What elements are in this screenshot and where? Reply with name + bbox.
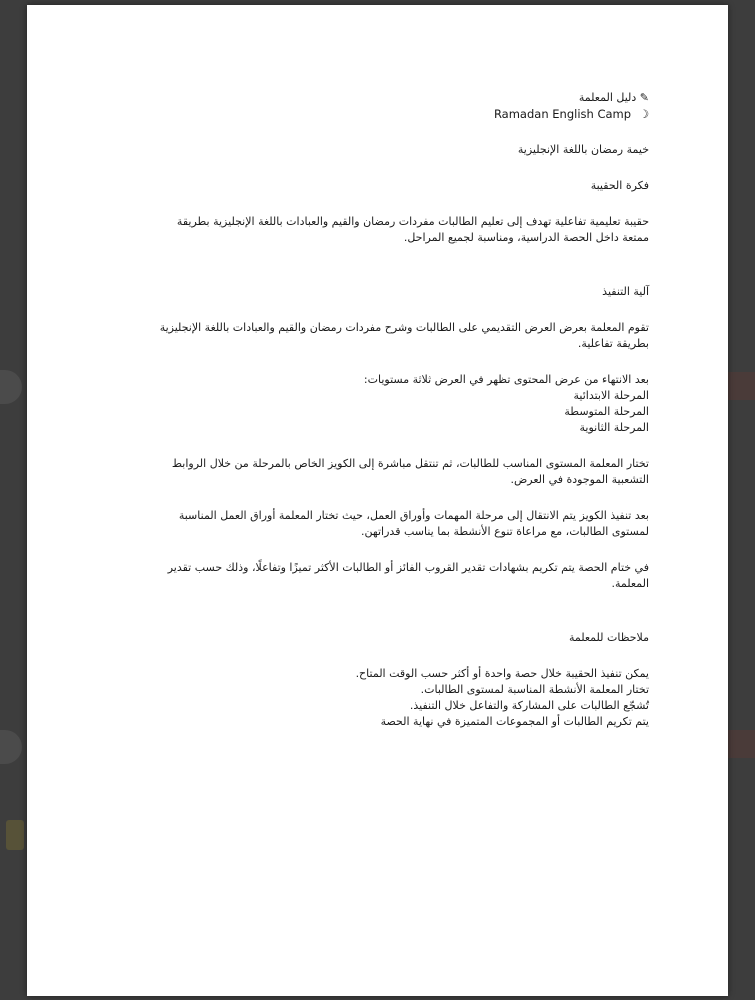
background-artifact-left [0, 370, 22, 404]
implementation-para-4: في ختام الحصة يتم تكريم بشهادات تقدير القروب الفائز أو الطالبات الأكثر تميزًا وتفاعلًا، وذلك حسب تقدير المعلمة. [167, 561, 649, 590]
levels-intro: بعد الانتهاء من عرض المحتوى تظهر في العرض ثلاثة مستويات: [363, 373, 649, 386]
background-artifact-emoji [6, 820, 24, 850]
implementation-para-1: تقوم المعلمة بعرض العرض التقديمي على الطالبات وشرح مفردات رمضان والقيم والعبادات باللغة الإنجليزية بطريقة تفاعلية. [159, 321, 649, 350]
level-item: المرحلة الابتدائية [573, 389, 649, 402]
background-artifact-right [725, 372, 755, 400]
camp-name: Ramadan English Camp [493, 107, 632, 121]
note-item: يمكن تنفيذ الحقيبة خلال حصة واحدة أو أكثر حسب الوقت المتاح. [355, 667, 649, 680]
implementation-heading: آلية التنفيذ [602, 285, 649, 298]
document-page [27, 5, 728, 996]
implementation-para-3: بعد تنفيذ الكويز يتم الانتقال إلى مرحلة المهمات وأوراق العمل، حيث تختار المعلمة أوراق العمل المناسبة لمستوى الطالبات، مع مراعاة تنوع الأنشطة بما يناسب قدراتهن. [178, 509, 649, 538]
idea-heading: فكرة الحقيبة [590, 179, 649, 192]
background-artifact-left [0, 730, 22, 764]
document-title: ✎ دليل المعلمة [578, 91, 649, 104]
implementation-para-2: تختار المعلمة المستوى المناسب للطالبات، ثم تنتقل مباشرة إلى الكويز الخاص بالمرحلة من خلال الروابط التشعبية الموجودة في العرض. [171, 457, 649, 486]
document-content [152, 90, 649, 730]
note-item: يتم تكريم الطالبات أو المجموعات المتميزة في نهاية الحصة [380, 715, 649, 728]
notes-heading: ملاحظات للمعلمة [568, 631, 649, 644]
crescent-moon-icon: ☽ [638, 107, 649, 121]
background-artifact-right [725, 730, 755, 758]
level-item: المرحلة المتوسطة [564, 405, 649, 418]
idea-body: حقيبة تعليمية تفاعلية تهدف إلى تعليم الطالبات مفردات رمضان والقيم والعبادات باللغة الإنجليزية بطريقة ممتعة داخل الحصة الدراسية، ومناسبة لجميع المراحل. [176, 215, 649, 244]
note-item: تختار المعلمة الأنشطة المناسبة لمستوى الطالبات. [420, 683, 649, 696]
level-item: المرحلة الثانوية [579, 421, 649, 434]
note-item: تُشجّع الطالبات على المشاركة والتفاعل خلال التنفيذ. [409, 699, 649, 712]
arabic-title: خيمة رمضان باللغة الإنجليزية [517, 143, 649, 156]
camp-name-line [152, 106, 649, 122]
